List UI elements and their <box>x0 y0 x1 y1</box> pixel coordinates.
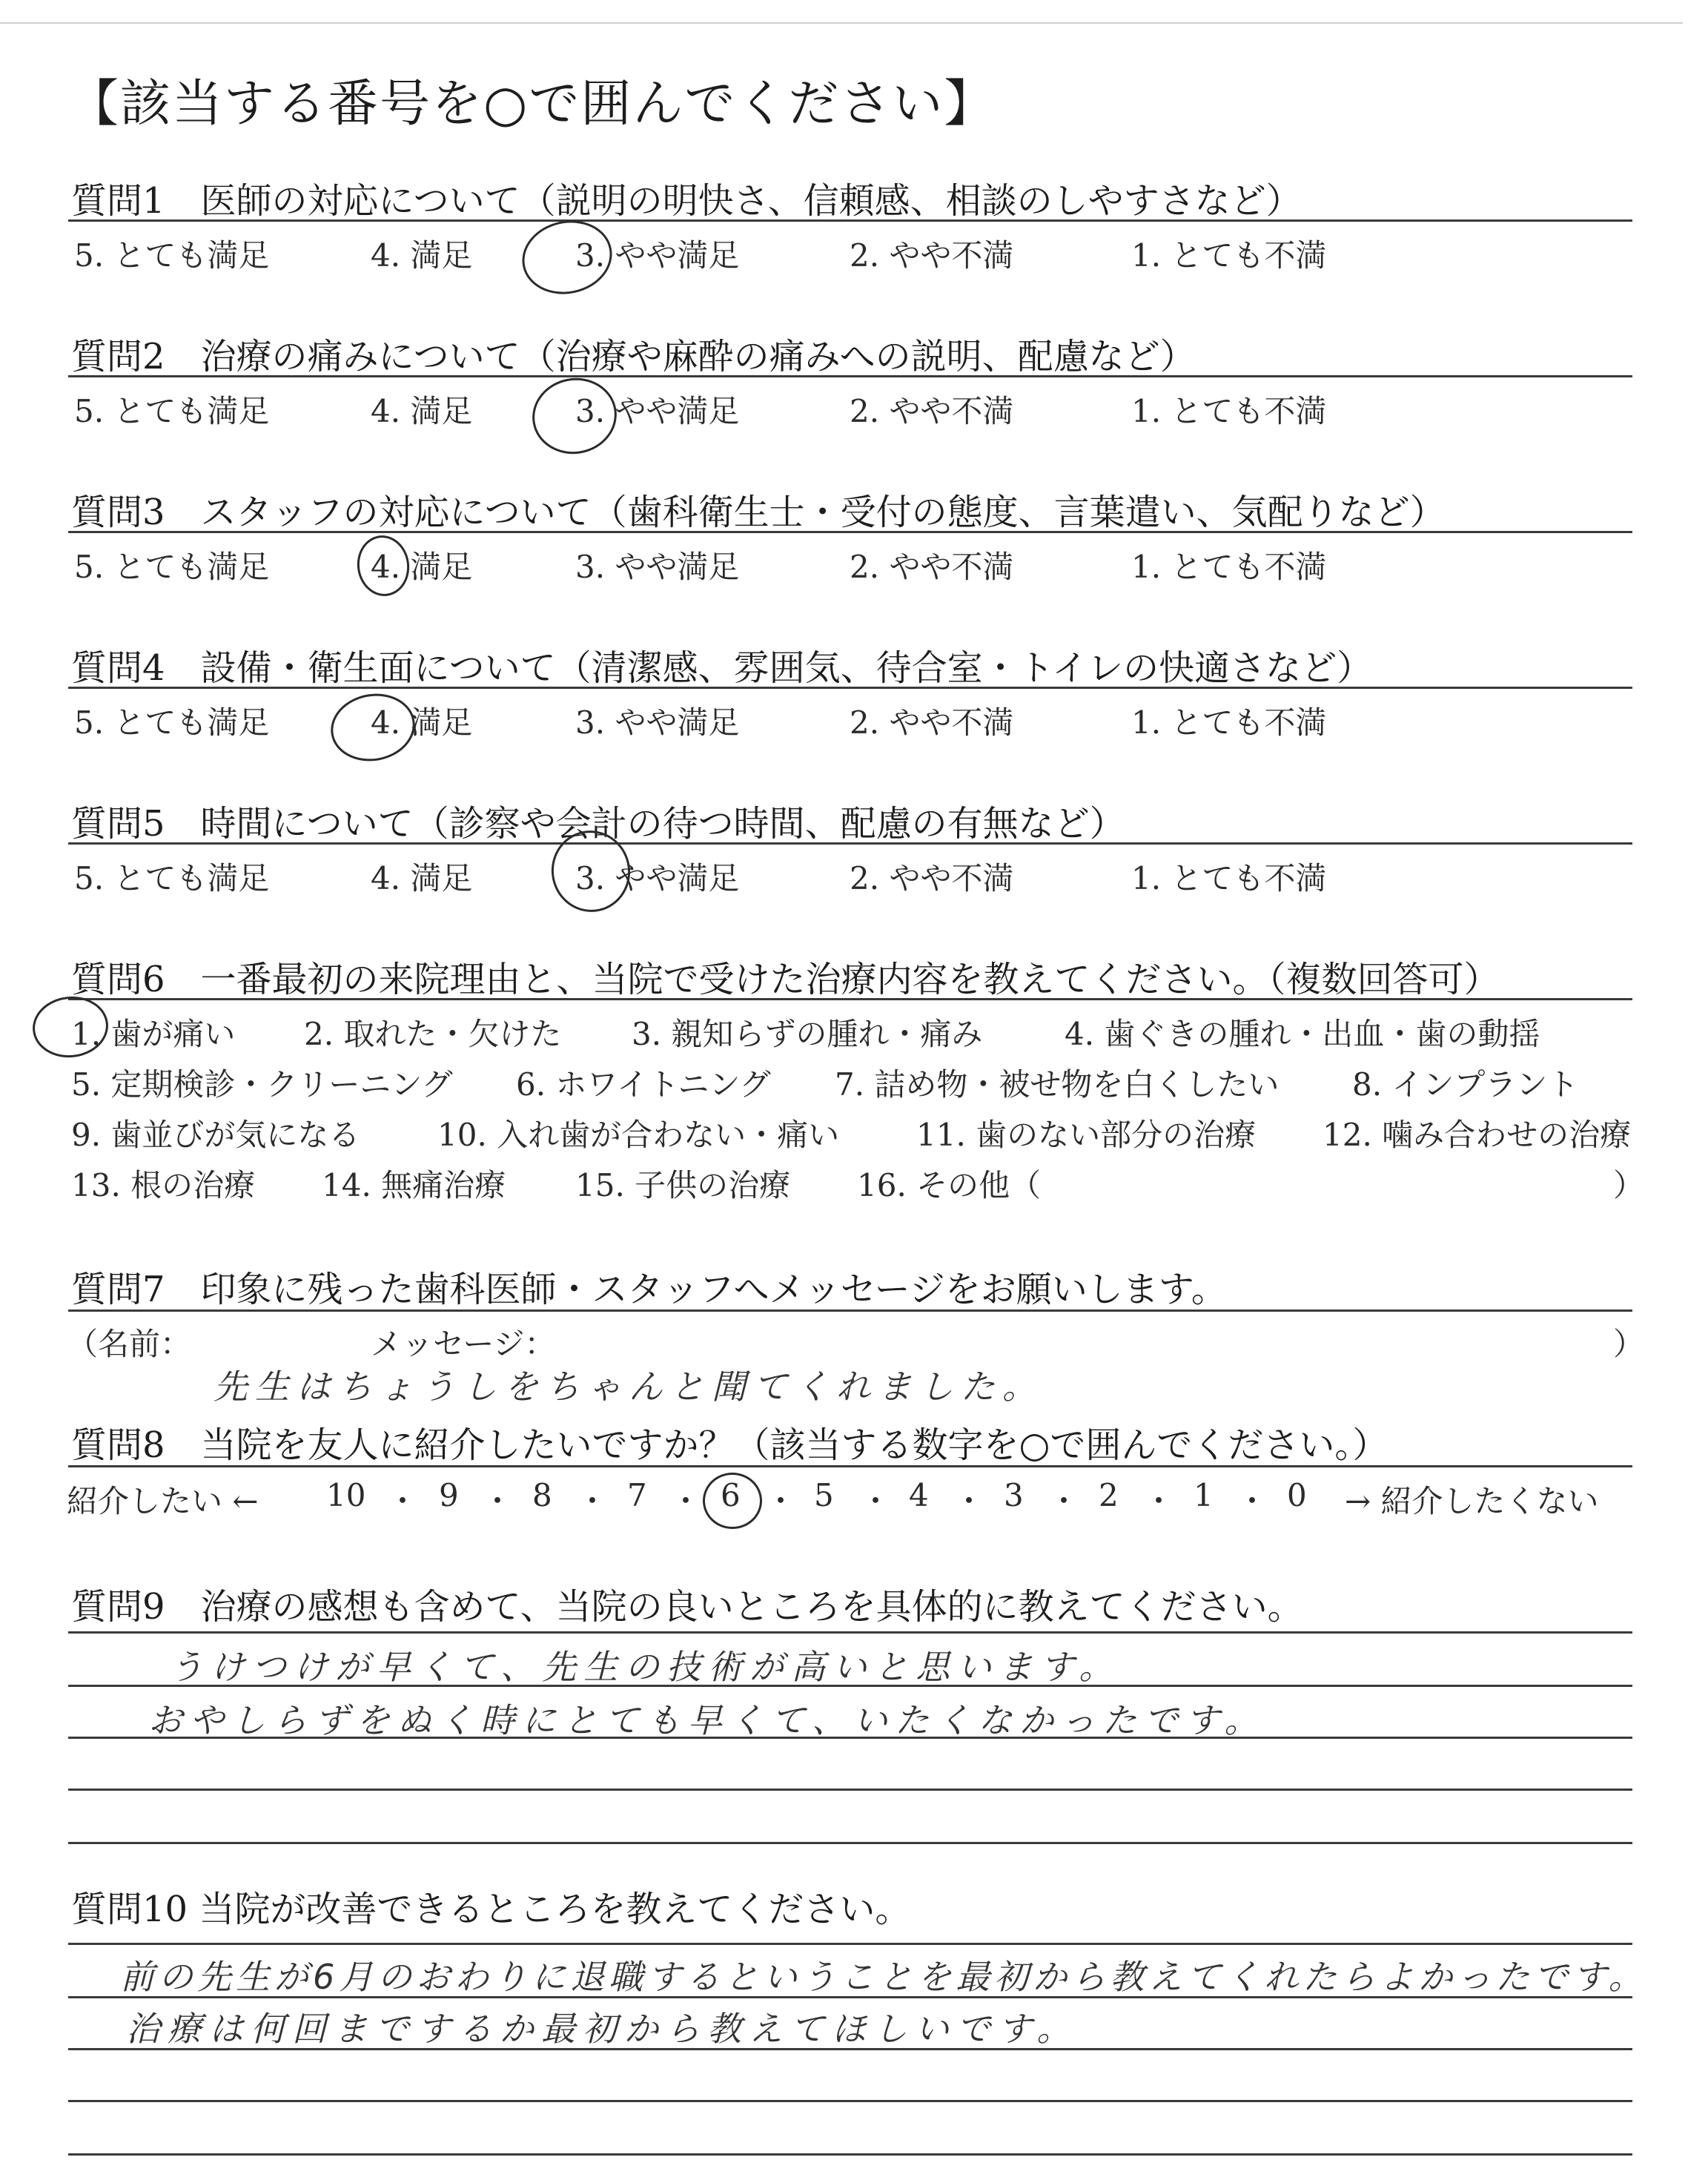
q8-scale-8[interactable]: 8 <box>532 1477 552 1513</box>
q9-rule-4 <box>68 1789 1632 1791</box>
q2-option-2[interactable]: 2. やや不満 <box>850 393 1014 429</box>
q8-scale-6[interactable]: 6 <box>721 1477 741 1513</box>
q1-selection-circle <box>515 212 619 302</box>
page-title: 【該当する番号を○で囲んでください】 <box>68 75 996 133</box>
q1-label: 質問1 医師の対応について（説明の明快さ、信頼感、相談のしやすさなど） <box>71 180 1302 222</box>
q1-option-5[interactable]: 5. とても満足 <box>74 237 270 274</box>
q8-selection-circle <box>703 1473 762 1529</box>
q8-scale-7[interactable]: 7 <box>627 1477 647 1513</box>
q6-option-1[interactable]: 1. 歯が痛い <box>71 1016 236 1052</box>
q6-option-7[interactable]: 7. 詰め物・被せ物を白くしたい <box>835 1066 1280 1103</box>
q2-label: 質問2 治療の痛みについて（治療や麻酔の痛みへの説明、配慮など） <box>71 336 1196 377</box>
q8-scale-4[interactable]: 4 <box>909 1477 929 1513</box>
q4-option-1[interactable]: 1. とても不満 <box>1131 704 1327 741</box>
q8-scale-5[interactable]: 5 <box>814 1477 834 1513</box>
q4-label: 質問4 設備・衛生面について（清潔感、雰囲気、待合室・トイレの快適さなど） <box>71 647 1373 689</box>
q10-handwritten-line-2: 治療は何回までするか最初から教えてほしいです。 <box>126 2009 1079 2049</box>
q8-sep: ・ <box>577 1483 609 1519</box>
q8-scale-3[interactable]: 3 <box>1004 1477 1024 1513</box>
q10-rule-5 <box>68 2153 1632 2156</box>
q8-scale-1[interactable]: 1 <box>1194 1477 1214 1513</box>
q4-option-3[interactable]: 3. やや満足 <box>575 704 740 741</box>
q2-option-1[interactable]: 1. とても不満 <box>1131 393 1327 429</box>
q7-label: 質問7 印象に残った歯科医師・スタッフへメッセージをお願いします。 <box>71 1269 1227 1310</box>
q3-option-5[interactable]: 5. とても満足 <box>74 549 270 585</box>
q8-sep: ・ <box>1048 1483 1080 1519</box>
q5-label: 質問5 時間について（診察や会計の待つ時間、配慮の有無など） <box>71 803 1125 845</box>
q10-rule-1 <box>68 1943 1632 1945</box>
q8-sep: ・ <box>482 1483 514 1519</box>
q6-option-6[interactable]: 6. ホワイトニング <box>516 1066 771 1103</box>
q8-label: 質問8 当院を友人に紹介したいですか？（該当する数字を○で囲んでください。） <box>71 1424 1388 1466</box>
q8-sep: ・ <box>670 1483 702 1519</box>
q3-option-4[interactable]: 4. 満足 <box>371 549 473 585</box>
q7-handwritten-message: 先生はちょうしをちゃんと聞てくれました。 <box>214 1367 1044 1407</box>
q1-option-4[interactable]: 4. 満足 <box>371 237 473 274</box>
q5-rule <box>68 842 1632 845</box>
q7-name-label: （名前： <box>67 1326 192 1362</box>
q5-option-1[interactable]: 1. とても不満 <box>1131 860 1327 896</box>
q2-option-5[interactable]: 5. とても満足 <box>74 393 270 429</box>
q10-handwritten-line-1: 前の先生が6月のおわりに退職するということを最初から教えてくれたらよかったです。 <box>120 1957 1647 1997</box>
q1-rule <box>68 219 1632 222</box>
q6-option-3[interactable]: 3. 親知らずの腫れ・痛み <box>632 1016 983 1052</box>
q5-option-3[interactable]: 3. やや満足 <box>575 860 740 896</box>
q6-option-14[interactable]: 14. 無痛治療 <box>322 1167 506 1203</box>
q8-scale-9[interactable]: 9 <box>439 1477 459 1513</box>
q9-label: 質問9 治療の感想も含めて、当院の良いところを具体的に教えてください。 <box>71 1586 1303 1628</box>
q3-option-2[interactable]: 2. やや不満 <box>850 549 1014 585</box>
q8-scale-10[interactable]: 10 <box>326 1477 366 1513</box>
q8-left-label: 紹介したい ← <box>67 1483 259 1519</box>
q1-option-2[interactable]: 2. やや不満 <box>850 237 1014 274</box>
q6-option-4[interactable]: 4. 歯ぐきの腫れ・出血・歯の動揺 <box>1065 1016 1540 1052</box>
q7-message-label: メッセージ： <box>371 1326 556 1362</box>
q8-sep: ・ <box>387 1483 419 1519</box>
q4-option-5[interactable]: 5. とても満足 <box>74 704 270 741</box>
q6-option-9[interactable]: 9. 歯並びが気になる <box>71 1117 360 1153</box>
q9-rule-5 <box>68 1842 1632 1844</box>
q6-option-12[interactable]: 12. 噛み合わせの治療 <box>1323 1117 1632 1153</box>
q10-label: 質問10 当院が改善できるところを教えてください。 <box>71 1889 911 1930</box>
q3-option-1[interactable]: 1. とても不満 <box>1131 549 1327 585</box>
q5-option-4[interactable]: 4. 満足 <box>371 860 473 896</box>
q9-handwritten-line-2: おやしらずをぬく時にとても早くて、いたくなかったです。 <box>148 1700 1266 1740</box>
q8-right-label: → 紹介したくない <box>1345 1483 1599 1519</box>
q5-option-2[interactable]: 2. やや不満 <box>850 860 1014 896</box>
q6-option-11[interactable]: 11. 歯のない部分の治療 <box>916 1117 1257 1153</box>
q6-rule <box>68 998 1632 1000</box>
q6-option-16[interactable]: 16. その他（ <box>857 1167 1042 1203</box>
q7-rule <box>68 1309 1632 1312</box>
q6-option-8[interactable]: 8. インプラント <box>1352 1066 1579 1103</box>
q6-option-13[interactable]: 13. 根の治療 <box>71 1167 256 1203</box>
q4-option-2[interactable]: 2. やや不満 <box>850 704 1014 741</box>
q8-sep: ・ <box>1237 1483 1268 1519</box>
q6-option-10[interactable]: 10. 入れ歯が合わない・痛い <box>437 1117 840 1153</box>
q9-handwritten-line-1: うけつけが早くて、先生の技術が高いと思います。 <box>169 1647 1121 1687</box>
q3-rule <box>68 531 1632 533</box>
q7-close: ） <box>1613 1326 1645 1362</box>
q8-rule <box>68 1465 1632 1467</box>
q2-option-3[interactable]: 3. やや満足 <box>575 393 740 429</box>
q8-scale-2[interactable]: 2 <box>1099 1477 1119 1513</box>
q6-label: 質問6 一番最初の来院理由と、当院で受けた治療内容を教えてください。（複数回答可） <box>71 959 1500 1000</box>
q8-sep: ・ <box>765 1483 797 1519</box>
q6-other-close: ） <box>1613 1167 1645 1203</box>
q8-sep: ・ <box>860 1483 892 1519</box>
q8-sep: ・ <box>953 1483 985 1519</box>
q10-rule-4 <box>68 2100 1632 2102</box>
q5-option-5[interactable]: 5. とても満足 <box>74 860 270 896</box>
q1-option-3[interactable]: 3. やや満足 <box>575 237 740 274</box>
q8-scale-0[interactable]: 0 <box>1287 1477 1307 1513</box>
q3-option-3[interactable]: 3. やや満足 <box>575 549 740 585</box>
q2-selection-circle <box>526 371 623 460</box>
q8-sep: ・ <box>1143 1483 1175 1519</box>
page-top-border <box>0 22 1683 24</box>
q9-rule-1 <box>68 1631 1632 1634</box>
q1-option-1[interactable]: 1. とても不満 <box>1131 237 1327 274</box>
q6-option-5[interactable]: 5. 定期検診・クリーニング <box>71 1066 453 1103</box>
q4-rule <box>68 687 1632 689</box>
q3-label: 質問3 スタッフの対応について（歯科衛生士・受付の態度、言葉遣い、気配りなど） <box>71 492 1446 533</box>
q2-rule <box>68 375 1632 377</box>
q2-option-4[interactable]: 4. 満足 <box>371 393 473 429</box>
q4-option-4[interactable]: 4. 満足 <box>371 704 473 741</box>
q6-option-2[interactable]: 2. 取れた・欠けた <box>304 1016 562 1052</box>
q6-option-15[interactable]: 15. 子供の治療 <box>575 1167 791 1203</box>
